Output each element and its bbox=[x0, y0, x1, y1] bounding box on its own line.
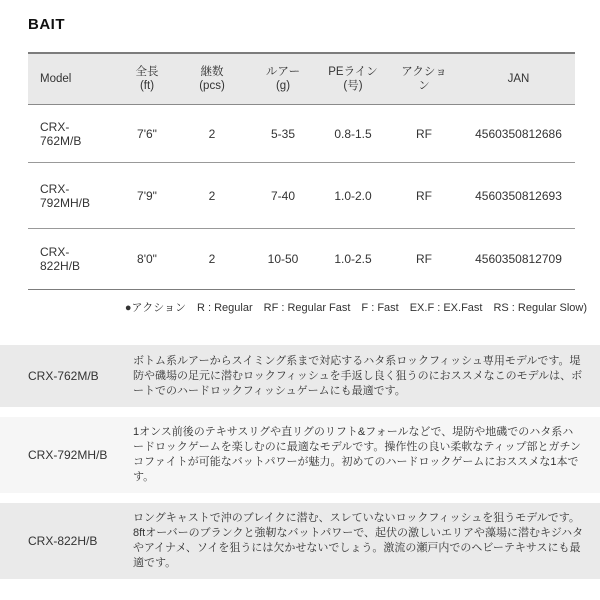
spec-row-crx-822hb bbox=[28, 228, 575, 289]
description-model-label: CRX-822H/B bbox=[28, 534, 98, 548]
description-row-crx-792mhb bbox=[0, 417, 600, 493]
description-text: ロングキャストで沖のブレイクに潜む、スレていないロックフィッシュを狙うモデルです。8ftオーバーのブランクと強靭なバットパワーで、起伏の激しいエリアや藻場に潜むキジハタやアイナメ、ソイを狙うには欠かせないでしょう。激流の瀬戸内でのヘビーテキサスにも最適です。 bbox=[133, 512, 584, 569]
pieces-cell: 2 bbox=[208, 188, 216, 203]
col-header-pe-line: PEライン (号) bbox=[328, 66, 378, 92]
pe-line-cell: 1.0-2.0 bbox=[334, 188, 372, 203]
pe-line-cell: 1.0-2.5 bbox=[334, 252, 372, 266]
action-cell: RF bbox=[416, 126, 432, 141]
lure-cell: 7-40 bbox=[270, 188, 296, 203]
description-row-crx-762mb bbox=[0, 345, 600, 407]
col-header-model: Model bbox=[40, 73, 72, 85]
lure-cell: 5-35 bbox=[270, 126, 296, 141]
page-title: BAIT bbox=[28, 16, 65, 33]
length-cell: 8'0" bbox=[137, 252, 157, 266]
description-model-label: CRX-792MH/B bbox=[28, 448, 108, 462]
length-cell: 7'9" bbox=[137, 188, 157, 203]
length-cell: 7'6" bbox=[137, 126, 157, 141]
pe-line-cell: 0.8-1.5 bbox=[334, 126, 372, 141]
action-cell: RF bbox=[416, 252, 432, 266]
description-row-crx-822hb bbox=[0, 503, 600, 579]
action-legend: ●アクション R : Regular RF : Regular Fast F : Fast EX.F : EX.Fast RS : Regular Slow) bbox=[124, 302, 587, 314]
description-model-label: CRX-762M/B bbox=[28, 369, 99, 383]
spec-row-crx-792mhb bbox=[28, 162, 575, 228]
spec-table-header bbox=[28, 54, 575, 105]
pieces-cell: 2 bbox=[208, 126, 216, 141]
jan-cell: 4560350812686 bbox=[475, 126, 562, 141]
lure-cell: 10-50 bbox=[267, 252, 299, 266]
spec-row-crx-762mb bbox=[28, 105, 575, 162]
pieces-cell: 2 bbox=[208, 252, 216, 266]
col-header-lure: ルアー (g) bbox=[265, 66, 301, 92]
spec-table bbox=[28, 52, 575, 290]
jan-cell: 4560350812709 bbox=[475, 252, 562, 266]
model-cell: CRX-762M/B bbox=[40, 119, 82, 148]
col-header-pieces: 継数 (pcs) bbox=[199, 66, 225, 92]
action-cell: RF bbox=[416, 188, 432, 203]
col-header-jan: JAN bbox=[507, 73, 530, 85]
col-header-length: 全長 (ft) bbox=[135, 66, 159, 92]
model-description-list bbox=[0, 345, 600, 589]
description-text: 1オンス前後のテキサスリグや直リグのリフト&フォールなどで、堤防や地磯でのハタ系ハードロックゲームを楽しむのに最適なモデルです。操作性の良い柔軟なティップ部とガチンコファイトが可能なバットパワーが魅力。初めてのハードロックゲームにおススメな1本です。 bbox=[133, 426, 581, 483]
jan-cell: 4560350812693 bbox=[475, 188, 562, 203]
col-header-action: アクション bbox=[401, 66, 447, 92]
model-cell: CRX-792MH/B bbox=[40, 181, 91, 210]
model-cell: CRX-822H/B bbox=[40, 245, 81, 273]
description-text: ボトム系ルアーからスイミング系まで対応するハタ系ロックフィッシュ専用モデルです。堤防や磯場の足元に潜むロックフィッシュを手返し良く狙うのにおススメなこのモデルは、ボートでのハードロックフィッシュゲームにも最適です。 bbox=[133, 354, 583, 397]
